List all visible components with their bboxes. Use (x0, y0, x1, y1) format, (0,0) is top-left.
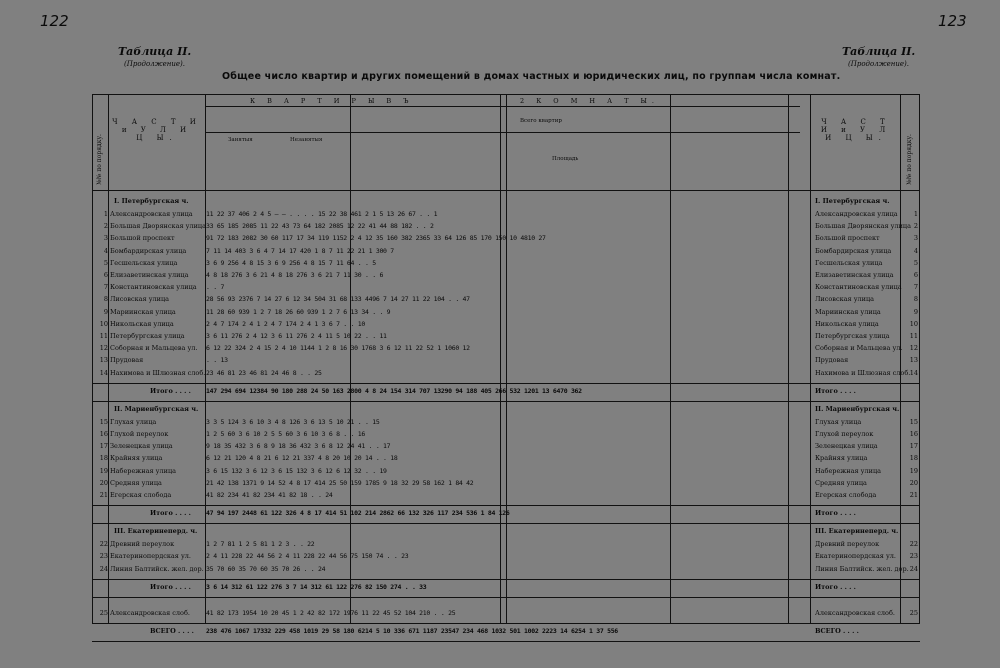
table-row (0, 283, 1000, 295)
row-number-right: 21 (909, 491, 918, 499)
row-number-right: 17 (909, 442, 918, 451)
total-row (0, 509, 1000, 521)
row-number-right: 19 (909, 466, 918, 475)
street-name-right: Глухая улица (815, 417, 862, 426)
street-name-left: Мариинская улица (110, 307, 176, 316)
row-number-left: 25 (99, 608, 108, 617)
total-label-right: Итого . . . . (815, 509, 856, 518)
table-row (0, 320, 1000, 332)
row-number-left: 16 (99, 430, 108, 438)
row-values: 41 82 234 41 82 234 41 82 18 . . 24 (206, 491, 333, 499)
street-name-left: Большая Дворянская улица (110, 222, 206, 231)
row-number-right: 4 (913, 246, 918, 255)
street-name-right: Петербургская улица (815, 332, 890, 340)
section-title-right: I. Петербургская ч. (815, 197, 890, 205)
row-number-right: 25 (909, 608, 918, 617)
table-row (0, 479, 1000, 491)
row-number-right: 6 (913, 271, 918, 279)
row-number-left: 14 (99, 368, 108, 377)
row-values: 9 18 35 432 3 6 8 9 18 36 432 3 6 8 12 24 41 . . 17 (206, 442, 391, 451)
row-values: 2 4 11 228 22 44 56 2 4 11 228 22 44 56 75 150 74 . . 23 (206, 552, 409, 561)
row-number-right: 5 (913, 258, 918, 267)
table-row (0, 430, 1000, 442)
table-row (0, 344, 1000, 356)
street-name-left: Александровская улица (110, 210, 193, 218)
parts-streets-header-right: Ч А С Т И и У Л И Ц Ы. (820, 118, 892, 142)
street-name-right: Соборная и Мальцева ул. (815, 344, 903, 353)
street-name-left: Глухой переулок (110, 430, 169, 438)
table-row (0, 454, 1000, 466)
row-values: 4 8 18 276 3 6 21 4 8 18 276 3 6 21 7 11 30 . . 6 (206, 271, 384, 279)
row-values: 23 46 81 23 46 81 24 46 8 . . 25 (206, 368, 322, 377)
street-name-left: Никольская улица (110, 319, 174, 328)
continued-right: (Продолжение). (848, 60, 909, 68)
table-row (0, 369, 1000, 381)
street-name-right: Глухой переулок (815, 430, 874, 438)
street-name-right: Бомбардирская улица (815, 246, 892, 255)
row-number-left: 20 (99, 478, 108, 487)
row-number-header-left: №№ по порядку. (96, 134, 103, 185)
table-row (0, 247, 1000, 259)
table-row (0, 295, 1000, 307)
table-row (0, 234, 1000, 246)
street-name-right: Константиновская улица (815, 283, 902, 292)
row-values: 11 22 37 406 2 4 5 — — . . . . 15 22 38 461 2 1 5 13 26 67 . . 1 (206, 210, 438, 218)
section-rule (92, 401, 920, 402)
row-number-right: 10 (909, 319, 918, 328)
row-number-right: 13 (909, 356, 918, 365)
row-values: 3 6 9 256 4 8 15 3 6 9 256 4 8 15 7 11 64 . . 5 (206, 258, 376, 267)
total-rule (92, 383, 920, 384)
table-row (0, 552, 1000, 564)
row-number-left: 7 (103, 283, 108, 292)
table-row (0, 609, 1000, 621)
row-number-right: 3 (913, 234, 918, 243)
row-number-left: 10 (99, 319, 108, 328)
parts-streets-header-left: Ч А С Т И и У Л И Ц Ы. (112, 118, 202, 142)
header-bottom-rule (92, 190, 920, 191)
row-number-left: 13 (99, 356, 108, 365)
street-name-left: Древний переулок (110, 540, 175, 549)
street-name-right: Лисовская улица (815, 295, 875, 304)
street-name-left: Крайняя улица (110, 454, 163, 463)
street-name-right: Большая Дворянская улица (815, 222, 911, 231)
sub-header-all: Всего квартир (520, 118, 562, 124)
row-number-left: 6 (103, 271, 108, 279)
street-name-right: Нахимова и Шлюзная слоб. (815, 368, 911, 377)
street-name-right: Набережная улица (815, 466, 882, 475)
sub-header-area: Площадь (552, 156, 579, 162)
row-number-right: 20 (909, 478, 918, 487)
total-label-left: Итого . . . . (150, 582, 191, 591)
street-name-right: Екатеринопердская ул. (815, 552, 896, 561)
street-name-left: Глухая улица (110, 417, 157, 426)
table-row (0, 210, 1000, 222)
street-name-right: Линия Балтийск. жел. дор. (815, 564, 909, 573)
row-number-left: 21 (99, 491, 108, 499)
section-title-left: III. Екатеринеперд. ч. (114, 527, 198, 536)
row-values: 3 6 15 132 3 6 12 3 6 15 132 3 6 12 6 12 32 . . 19 (206, 466, 387, 475)
row-number-left: 23 (99, 552, 108, 561)
row-values: 7 11 14 403 3 6 4 7 14 17 420 1 8 7 11 22 21 1 300 7 (206, 246, 394, 255)
row-values: . . 13 (206, 356, 228, 365)
row-number-left: 24 (99, 564, 108, 573)
street-name-left: Петербургская улица (110, 332, 185, 340)
table-row (0, 491, 1000, 503)
street-name-left: Зеленецкая улица (110, 442, 173, 451)
street-name-left: Средняя улица (110, 478, 162, 487)
row-number-left: 15 (99, 417, 108, 426)
group-header-kvartiry: К В А Р Т И Р Ы В Ъ (250, 97, 414, 105)
street-name-right: Крайняя улица (815, 454, 868, 463)
sub-header-occupied: Занятыя (228, 137, 253, 143)
section-title-right: III. Екатеринеперд. ч. (815, 527, 899, 536)
street-name-right: Александровская улица (815, 210, 898, 218)
table-title: Общее число квартир и других помещений в домах частных и юридических лиц, по группам числа комнат. (222, 71, 841, 82)
sub-header-vacant: Незанятыя (290, 137, 323, 143)
row-number-right: 1 (913, 210, 918, 218)
row-values: 6 12 22 324 2 4 15 2 4 10 1144 1 2 8 16 30 1768 3 6 12 11 22 52 1 1060 12 (206, 344, 470, 353)
row-values: 41 82 173 1954 10 20 45 1 2 42 82 172 1976 11 22 45 52 104 210 . . 25 (206, 608, 456, 617)
total-label-left: Итого . . . . (150, 386, 191, 395)
row-values: 33 65 185 2085 11 22 43 73 64 182 2085 12 22 41 44 88 182 . . 2 (206, 222, 434, 231)
street-name-right: Мариинская улица (815, 307, 881, 316)
row-values: 11 28 60 939 1 2 7 18 26 60 939 1 2 7 6 13 34 . . 9 (206, 307, 391, 316)
table-row (0, 356, 1000, 368)
row-number-right: 11 (909, 332, 918, 340)
row-values: 2 4 7 174 2 4 1 2 4 7 174 2 4 1 3 6 7 . . 10 (206, 319, 365, 328)
total-label-right: Итого . . . . (815, 386, 856, 395)
total-rule (92, 505, 920, 506)
row-number-right: 15 (909, 417, 918, 426)
row-values: 3 3 5 124 3 6 10 3 4 8 126 3 6 13 5 10 21 . . 15 (206, 417, 380, 426)
row-number-left: 22 (99, 540, 108, 549)
row-number-left: 17 (99, 442, 108, 451)
street-name-left: Елизаветинская улица (110, 271, 189, 279)
section-title-left: I. Петербургская ч. (114, 197, 189, 205)
row-number-right: 8 (913, 295, 918, 304)
total-values: 47 94 197 2448 61 122 326 4 8 17 414 51 102 214 2862 66 132 326 117 234 536 1 84 126 (206, 509, 510, 518)
total-label-right: ВСЕГО . . . . (815, 627, 859, 635)
row-number-left: 1 (103, 210, 108, 218)
street-name-right: Средняя улица (815, 478, 867, 487)
total-values: 3 6 14 312 61 122 276 3 7 14 312 61 122 276 82 150 274 . . 33 (206, 582, 427, 591)
header-sub-rule (205, 132, 800, 133)
table-row (0, 332, 1000, 344)
street-name-left: Прудовая (110, 356, 144, 365)
row-number-right: 12 (909, 344, 918, 353)
row-number-left: 18 (99, 454, 108, 463)
total-label-right: Итого . . . . (815, 582, 856, 591)
table-row (0, 222, 1000, 234)
row-number-right: 23 (909, 552, 918, 561)
street-name-right: Гесшельская улица (815, 258, 883, 267)
table-row (0, 442, 1000, 454)
total-values: 238 476 1067 17332 229 458 1019 29 58 180 6214 5 10 336 671 1187 23547 234 468 1032 501 1002 2223 14 6254 1 37 556 (206, 627, 618, 635)
section-title-right: II. Мариенбургская ч. (815, 404, 900, 413)
street-name-left: Александровская слоб. (110, 608, 190, 617)
row-values: 3 6 11 276 2 4 12 3 6 11 276 2 4 11 5 10 22 . . 11 (206, 332, 387, 340)
section-rule (92, 523, 920, 524)
row-values: 91 72 183 2082 30 60 117 17 34 119 1152 2 4 12 35 160 382 2365 33 64 126 85 170 150 10 4810 27 (206, 234, 546, 243)
street-name-right: Прудовая (815, 356, 849, 365)
header-group-rule (205, 106, 800, 107)
row-number-left: 12 (99, 344, 108, 353)
row-number-right: 9 (913, 307, 918, 316)
street-name-left: Гесшельская улица (110, 258, 178, 267)
row-number-header-right: №№ по порядку. (906, 134, 913, 185)
group-header-komnaty: 2 К О М Н А Т Ы. (520, 97, 660, 105)
section-title-left: II. Мариенбургская ч. (114, 404, 199, 413)
section-rule (92, 641, 920, 642)
total-label-left: ВСЕГО . . . . (150, 627, 194, 635)
row-values: . . 7 (206, 283, 225, 292)
row-values: 35 70 60 35 70 60 35 70 26 . . 24 (206, 564, 326, 573)
table-row (0, 271, 1000, 283)
row-values: 21 42 138 1371 9 14 52 4 8 17 414 25 50 159 1785 9 18 32 29 58 162 1 84 42 (206, 478, 474, 487)
row-number-right: 22 (909, 540, 918, 549)
street-name-right: Зеленецкая улица (815, 442, 878, 451)
row-number-left: 9 (103, 307, 108, 316)
row-number-right: 7 (913, 283, 918, 292)
row-number-left: 5 (103, 258, 108, 267)
row-number-right: 14 (909, 368, 918, 377)
table-row (0, 259, 1000, 271)
row-values: 1 2 5 60 3 6 10 2 5 5 60 3 6 10 3 6 8 . . 16 (206, 430, 365, 438)
street-name-left: Егерская слобода (110, 491, 172, 499)
street-name-left: Константиновская улица (110, 283, 197, 292)
street-name-left: Линия Балтийск. жел. дор. (110, 564, 204, 573)
street-name-right: Александровская слоб. (815, 608, 895, 617)
row-number-left: 8 (103, 295, 108, 304)
right-page-number: 123 (938, 12, 967, 30)
row-number-left: 19 (99, 466, 108, 475)
row-values: 6 12 21 120 4 8 21 6 12 21 337 4 8 20 10 20 14 . . 18 (206, 454, 398, 463)
street-name-left: Соборная и Мальцева ул. (110, 344, 198, 353)
total-label-left: Итого . . . . (150, 509, 191, 518)
street-name-right: Большой проспект (815, 234, 880, 243)
street-name-right: Елизаветинская улица (815, 271, 894, 279)
total-values: 147 294 694 12384 90 180 288 24 50 163 2800 4 8 24 154 314 707 13290 94 188 405 266 532 1201 13 6470 362 (206, 386, 582, 395)
street-name-right: Древний переулок (815, 540, 880, 549)
table-row (0, 418, 1000, 430)
street-name-left: Набережная улица (110, 466, 177, 475)
table-row (0, 308, 1000, 320)
row-number-right: 16 (909, 430, 918, 438)
street-name-left: Бомбардирская улица (110, 246, 187, 255)
table-row (0, 540, 1000, 552)
row-number-right: 2 (913, 222, 918, 231)
total-row (0, 583, 1000, 595)
street-name-left: Лисовская улица (110, 295, 170, 304)
left-page-number: 122 (40, 12, 69, 30)
row-number-left: 3 (103, 234, 108, 243)
total-rule (92, 579, 920, 580)
row-number-left: 4 (103, 246, 108, 255)
continued-left: (Продолжение). (124, 60, 185, 68)
table-row (0, 467, 1000, 479)
row-number-left: 11 (99, 332, 108, 340)
table-label-right: Таблица II. (842, 45, 916, 58)
total-row (0, 387, 1000, 399)
section-rule (92, 597, 920, 598)
street-name-left: Екатеринопердская ул. (110, 552, 191, 561)
total-row (0, 627, 1000, 639)
row-values: 28 56 93 2376 7 14 27 6 12 34 504 31 68 133 4496 7 14 27 11 22 104 . . 47 (206, 295, 470, 304)
street-name-left: Нахимова и Шлюзная слоб. (110, 368, 206, 377)
total-rule (92, 623, 920, 624)
street-name-right: Никольская улица (815, 319, 879, 328)
street-name-left: Большой проспект (110, 234, 175, 243)
row-number-right: 24 (909, 564, 918, 573)
row-number-right: 18 (909, 454, 918, 463)
row-values: 1 2 7 81 1 2 5 81 1 2 3 . . 22 (206, 540, 315, 549)
table-row (0, 565, 1000, 577)
street-name-right: Егерская слобода (815, 491, 877, 499)
table-label-left: Таблица II. (118, 45, 192, 58)
row-number-left: 2 (103, 222, 108, 231)
